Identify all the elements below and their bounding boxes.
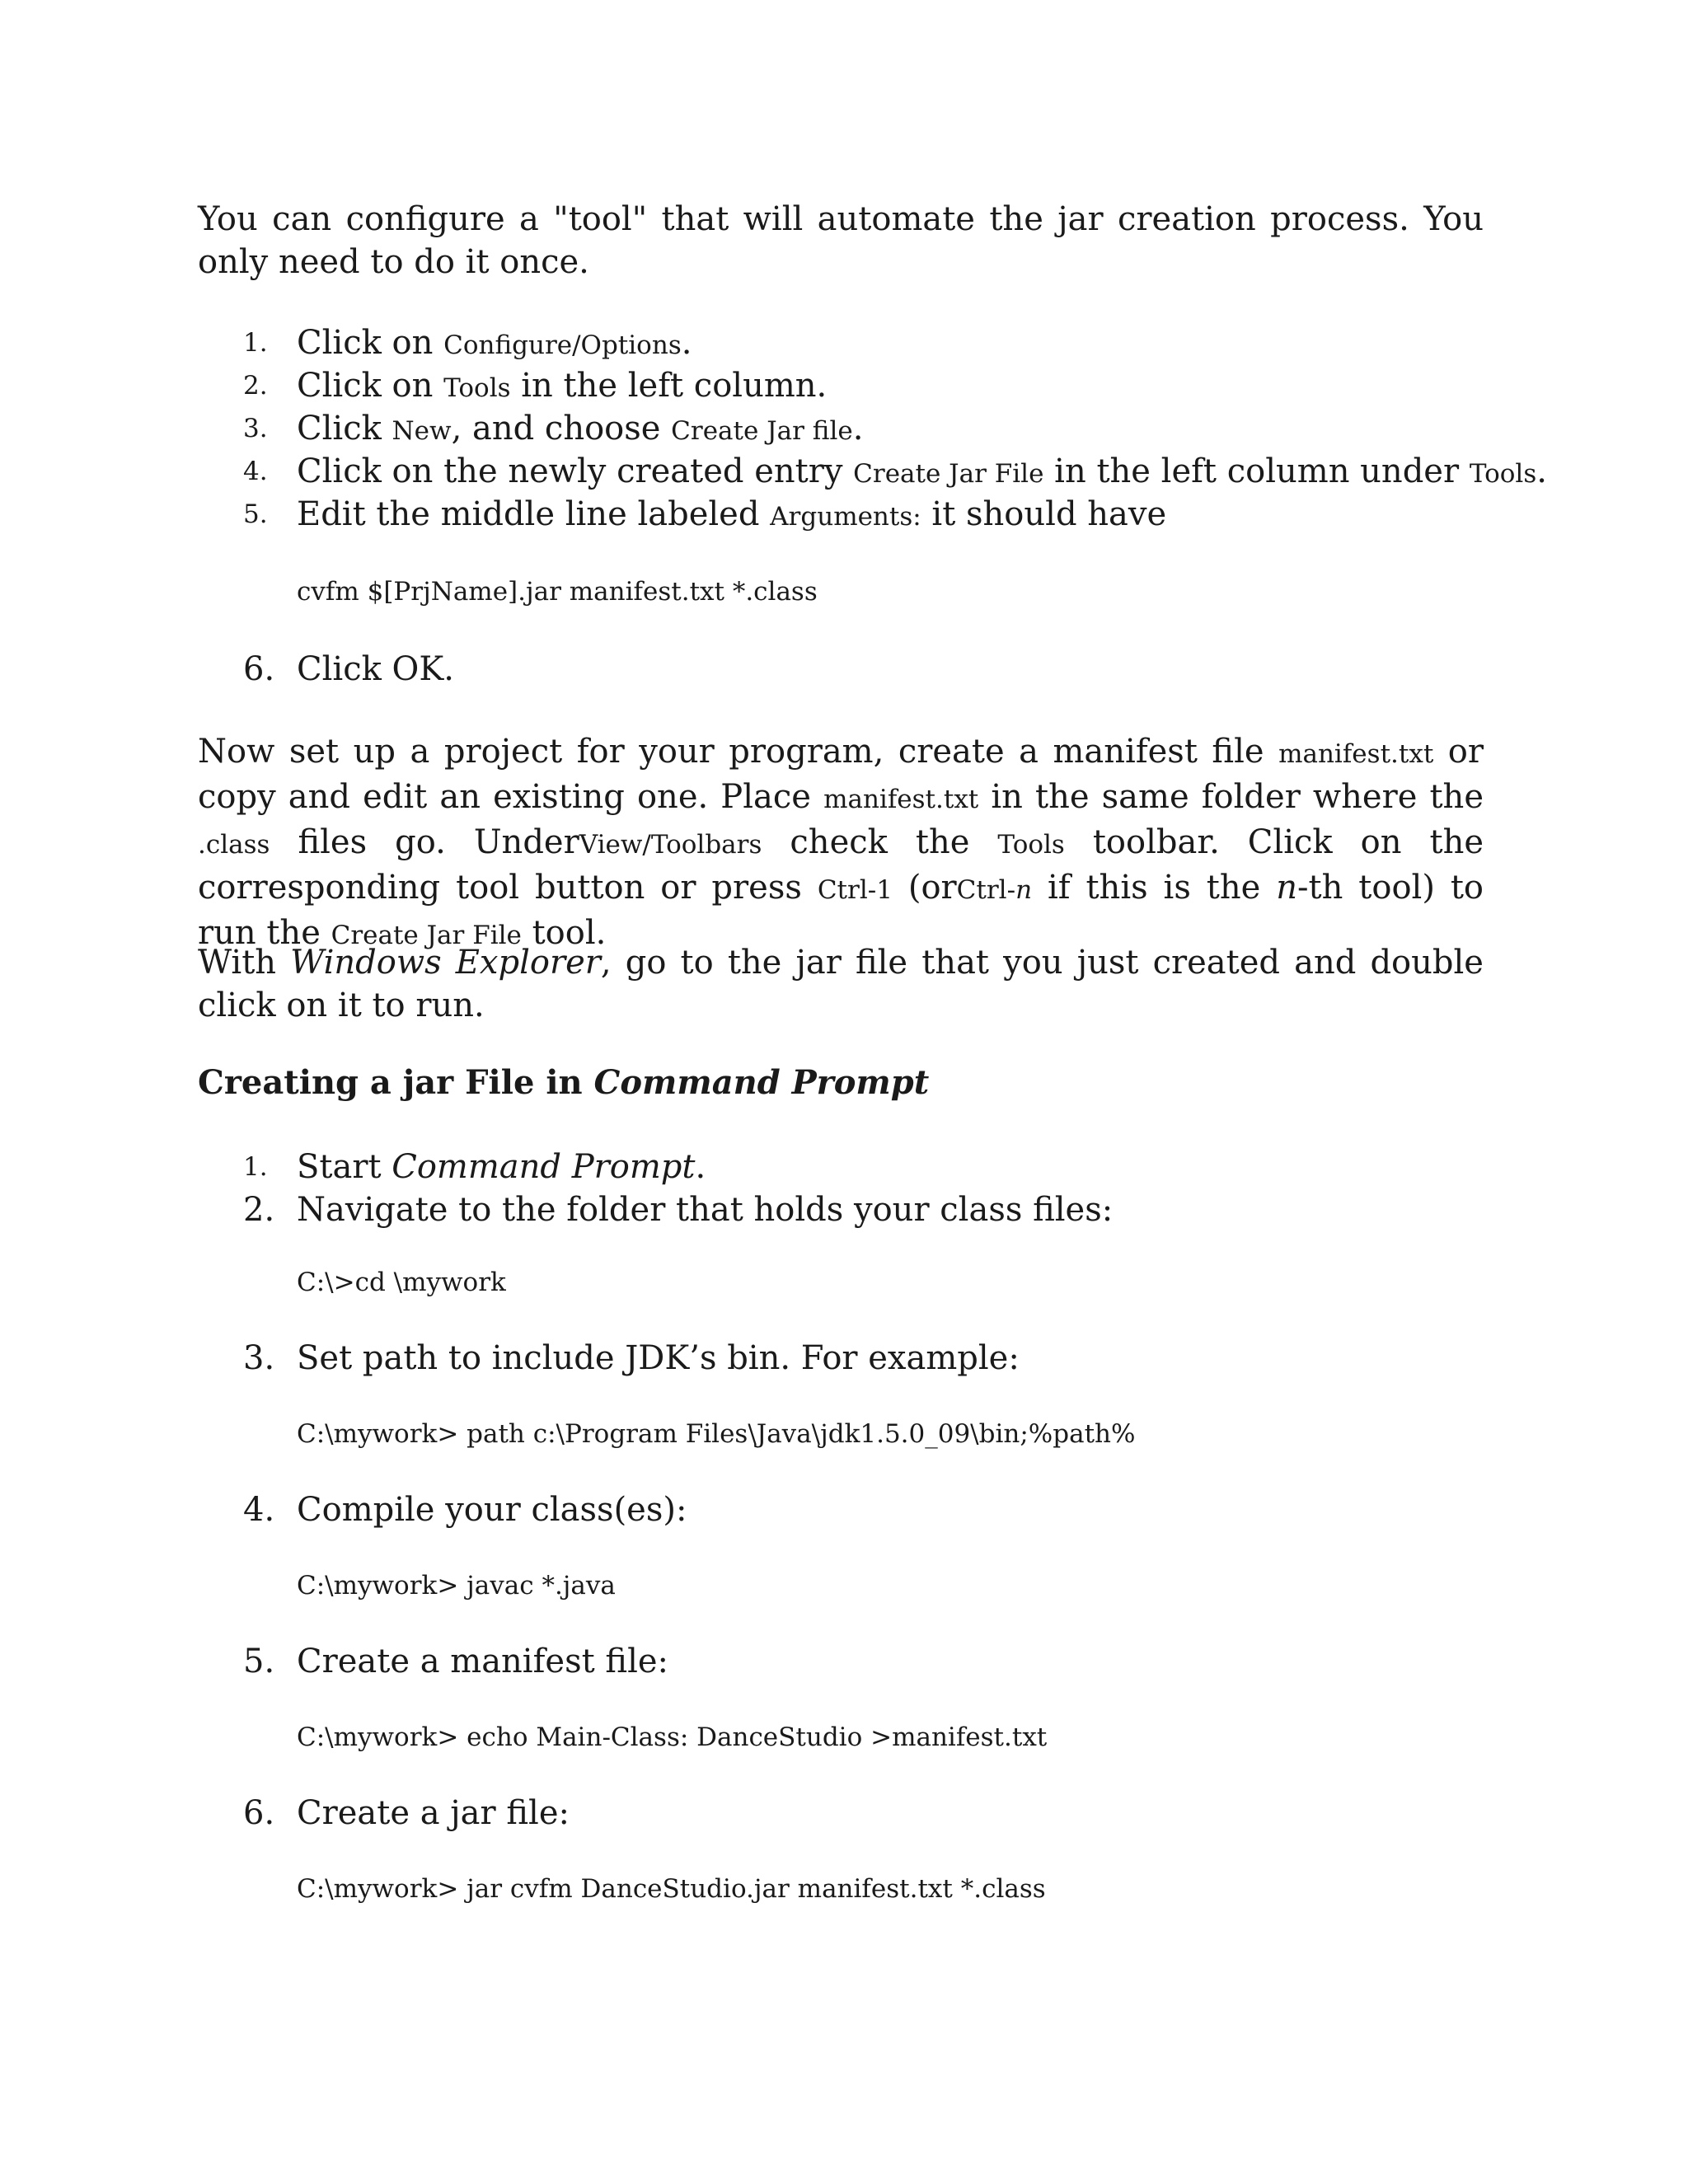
text-run: Start xyxy=(297,1148,392,1186)
text-run: toolbar. Click on the corresponding tool button or press xyxy=(198,823,1484,907)
text-run: files go. Under xyxy=(270,823,579,861)
cmd-step-4 xyxy=(198,1488,1484,1531)
shortcut-ref-italic: n xyxy=(1015,875,1033,905)
menu-ref: Arguments: xyxy=(770,502,921,532)
step-text-part: Click on the newly created entry xyxy=(297,452,854,490)
text-run: tool. xyxy=(521,914,607,952)
text-run-italic: Command Prompt xyxy=(392,1148,696,1186)
step-text xyxy=(297,364,827,410)
step-text: Navigate to the folder that holds your class files: xyxy=(297,1191,1114,1229)
step-text-part: . xyxy=(852,410,864,448)
step-number: 2. xyxy=(243,371,268,401)
menu-ref: Create Jar File xyxy=(853,459,1044,489)
cmd-step-6 xyxy=(198,1792,1484,1835)
menu-ref: View/Toolbars xyxy=(579,830,762,860)
tool-steps-list xyxy=(198,321,1547,536)
step-text-part: , and choose xyxy=(451,410,672,448)
step-number: 1. xyxy=(243,1152,268,1182)
list-item xyxy=(198,1337,1484,1380)
menu-ref: Configure/Options xyxy=(443,330,682,360)
tool-step-six xyxy=(198,648,1484,691)
text-run: or copy and edit an existing one. Place xyxy=(198,733,1484,816)
project-paragraph xyxy=(198,730,1484,957)
step-text-part: . xyxy=(1536,452,1547,490)
step-number: 4. xyxy=(243,1491,275,1529)
step-text xyxy=(297,493,1166,538)
step-text-part: in the left column under xyxy=(1043,452,1470,490)
step-number: 5. xyxy=(243,499,268,529)
list-item xyxy=(198,1792,1484,1835)
step-number: 5. xyxy=(243,1643,275,1680)
text-run: check the xyxy=(762,823,998,861)
text-run: , go to the jar file that you just created and double click on it to run. xyxy=(198,944,1484,1024)
text-run: if this is the xyxy=(1032,869,1277,907)
heading-text-italic: Command Prompt xyxy=(593,1063,930,1102)
command-code: C:\>cd \mywork xyxy=(297,1268,506,1297)
cmd-step-3 xyxy=(198,1337,1484,1380)
step-text-part: in the left column. xyxy=(510,367,828,405)
step-number: 2. xyxy=(243,1191,275,1229)
menu-ref: Tools xyxy=(443,373,511,403)
menu-ref: Tools xyxy=(1469,459,1537,489)
step-text: Create a jar file: xyxy=(297,1794,570,1832)
list-item xyxy=(198,1188,1484,1231)
step-number: 6. xyxy=(243,1794,275,1832)
step-text: Set path to include JDK’s bin. For example: xyxy=(297,1339,1020,1377)
text-run: (or xyxy=(892,869,957,907)
text-run: Now set up a project for your program, create a manifest file xyxy=(198,733,1279,771)
shortcut-ref: Ctrl- xyxy=(956,875,1016,905)
step-number: 6. xyxy=(243,650,275,688)
text-run: With xyxy=(198,944,291,982)
step-text-part: Click xyxy=(297,410,392,448)
command-code: C:\mywork> path c:\Program Files\Java\jdk1.5.0_09\bin;%path% xyxy=(297,1419,1136,1449)
step-text-part: Click on xyxy=(297,367,444,405)
text-run: in the same folder where the xyxy=(978,778,1484,816)
list-item xyxy=(198,1640,1484,1683)
list-item xyxy=(198,648,1484,691)
text-run: -th tool) to run the xyxy=(198,869,1484,952)
arguments-code: cvfm $[PrjName].jar manifest.txt *.class xyxy=(297,577,818,607)
text-run-italic: Windows Explorer xyxy=(290,944,601,982)
step-text: Create a manifest file: xyxy=(297,1643,669,1680)
text-run: . xyxy=(695,1148,706,1186)
shortcut-ref: Ctrl-1 xyxy=(817,875,893,905)
step-text-part: Click on xyxy=(297,324,444,362)
intro-paragraph: You can configure a "tool" that will automate the jar creation process. You only need to do it once. xyxy=(198,200,1484,281)
file-ref: manifest.txt xyxy=(1278,739,1434,769)
file-ref: manifest.txt xyxy=(823,785,979,814)
step-text: Click OK. xyxy=(297,650,454,688)
step-number: 3. xyxy=(243,1339,275,1377)
menu-ref: New xyxy=(392,416,452,446)
list-item xyxy=(198,1488,1484,1531)
text-run-italic: n xyxy=(1276,869,1298,907)
section-heading xyxy=(198,1062,929,1104)
list-item xyxy=(198,450,1547,493)
step-text xyxy=(297,450,1547,495)
tool-ref: Create Jar File xyxy=(331,921,522,950)
step-text xyxy=(297,321,692,367)
menu-ref: Create Jar file xyxy=(671,416,853,446)
step-text: Compile your class(es): xyxy=(297,1491,687,1529)
step-text-part: it should have xyxy=(921,495,1167,533)
menu-ref: Tools xyxy=(997,830,1065,860)
list-item xyxy=(198,1146,1484,1188)
step-text xyxy=(297,407,863,452)
file-ref: .class xyxy=(198,830,270,860)
step-number: 4. xyxy=(243,457,268,486)
step-number: 3. xyxy=(243,414,268,443)
list-item xyxy=(198,407,1484,450)
heading-text: Creating a jar File in xyxy=(198,1063,594,1102)
step-text-part: Edit the middle line labeled xyxy=(297,495,771,533)
step-text-part: . xyxy=(681,324,692,362)
step-number: 1. xyxy=(243,328,268,358)
explorer-paragraph xyxy=(198,941,1484,1027)
command-code: C:\mywork> javac *.java xyxy=(297,1571,616,1601)
step-text xyxy=(297,1146,706,1188)
cmd-step-1 xyxy=(198,1146,1484,1231)
cmd-step-5 xyxy=(198,1640,1484,1683)
list-item xyxy=(198,364,1484,407)
command-code: C:\mywork> jar cvfm DanceStudio.jar manifest.txt *.class xyxy=(297,1874,1046,1904)
list-item xyxy=(198,321,1484,364)
list-item xyxy=(198,493,1484,536)
command-code: C:\mywork> echo Main-Class: DanceStudio >manifest.txt xyxy=(297,1722,1048,1752)
